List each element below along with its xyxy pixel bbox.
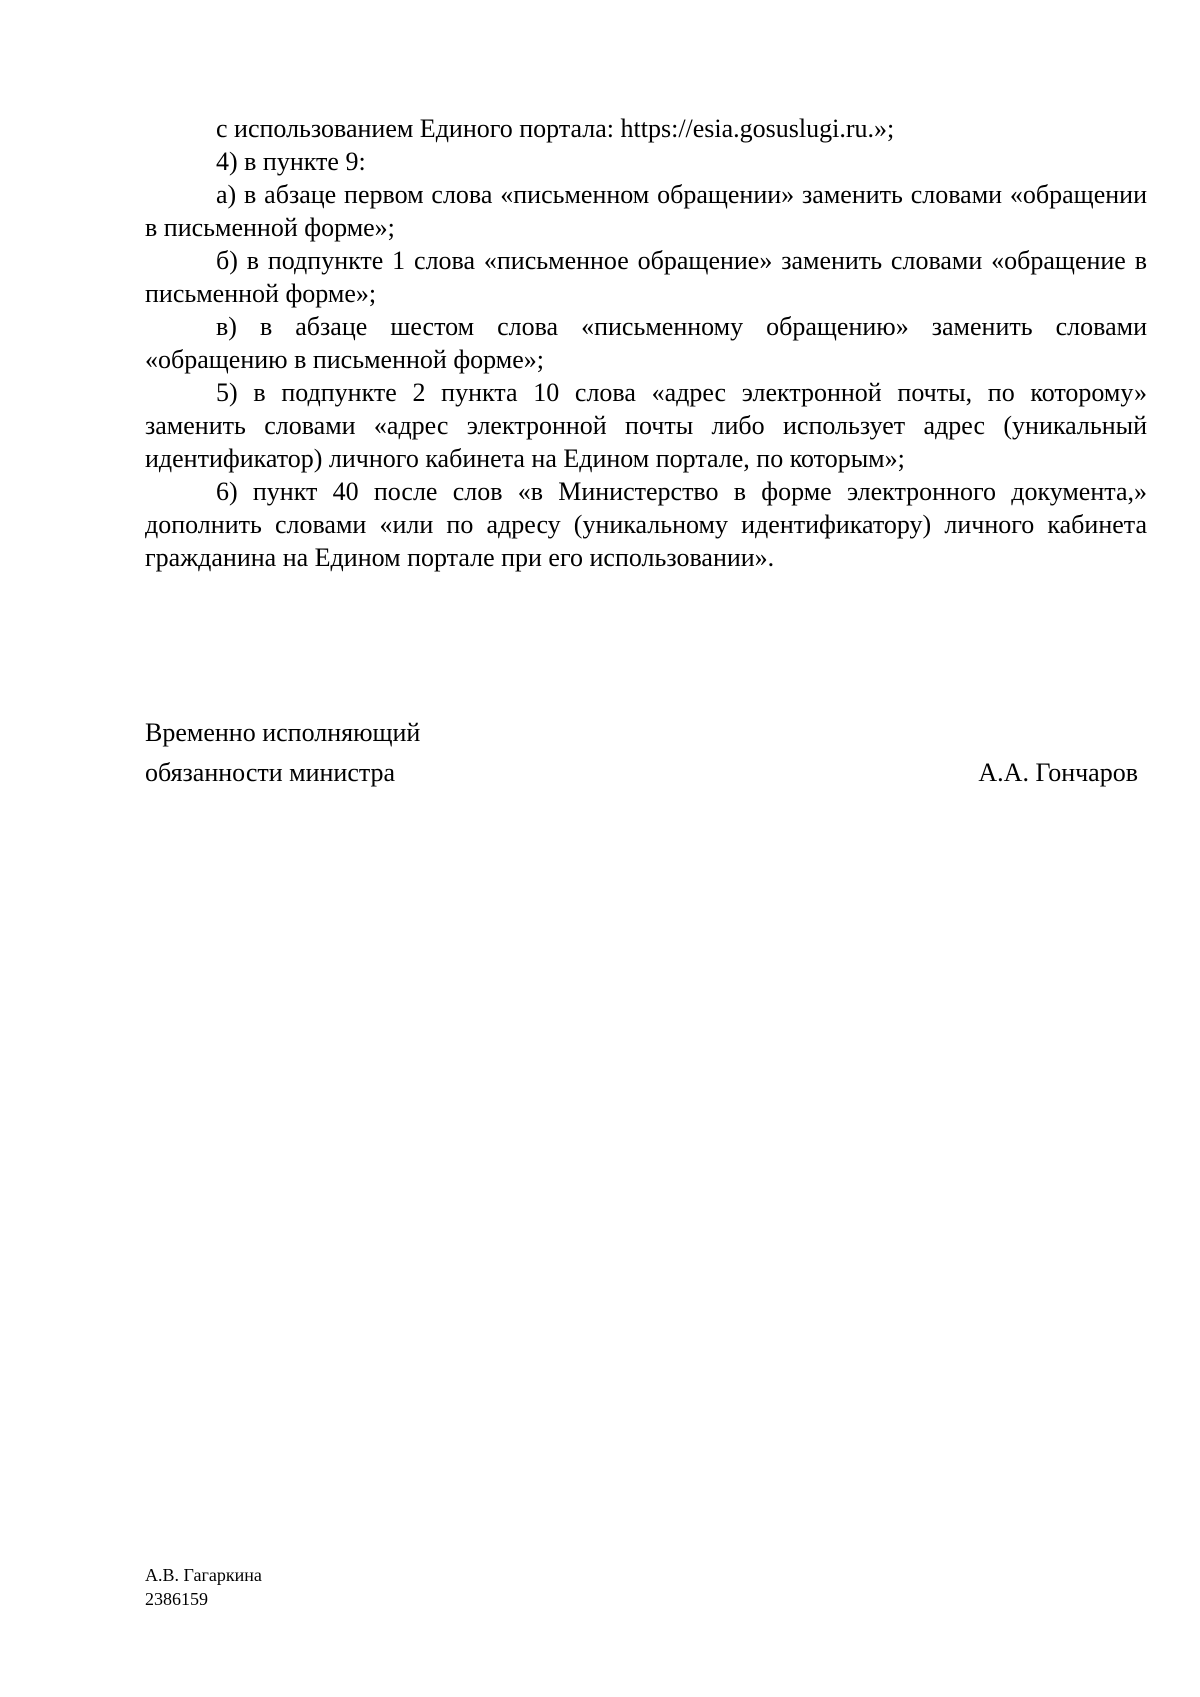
signatory-name: А.А. Гончаров [978,758,1138,787]
document-body [145,112,1147,574]
paragraph-item-6: 6) пункт 40 после слов «в Министерство в форме электронного документа,» дополнить словами «или по адресу (уникальному идентификатору) личного кабинета гражданина на Едином портале при его использовании». [145,477,1147,572]
signatory-position-line-1: Временно исполняющий [145,718,421,747]
signatory-position [145,713,420,793]
paragraph-item-4c: в) в абзаце шестом слова «письменному обращению» заменить словами «обращению в письменной форме»; [145,312,1147,374]
executor-name: А.В. Гагаркина [145,1565,262,1585]
paragraph-item-4: 4) в пункте 9: [216,147,366,176]
paragraph-item-4a: а) в абзаце первом слова «письменном обращении» заменить словами «обращении в письменной форме»; [145,180,1147,242]
executor-footer [145,1563,262,1611]
document-code: 2386159 [145,1589,208,1609]
signatory-position-line-2: обязанности министра [145,758,396,787]
paragraph-item-4b: б) в подпункте 1 слова «письменное обращение» заменить словами «обращение в письменной форме»; [145,246,1147,308]
paragraph-portal-usage: с использованием Единого портала: https://esia.gosuslugi.ru.»; [216,114,895,143]
paragraph-item-5: 5) в подпункте 2 пункта 10 слова «адрес электронной почты, по которому» заменить словами «адрес электронной почты либо использует адрес (уникальный идентификатор) личного кабинета на Едином портале, по которым»; [145,378,1147,473]
